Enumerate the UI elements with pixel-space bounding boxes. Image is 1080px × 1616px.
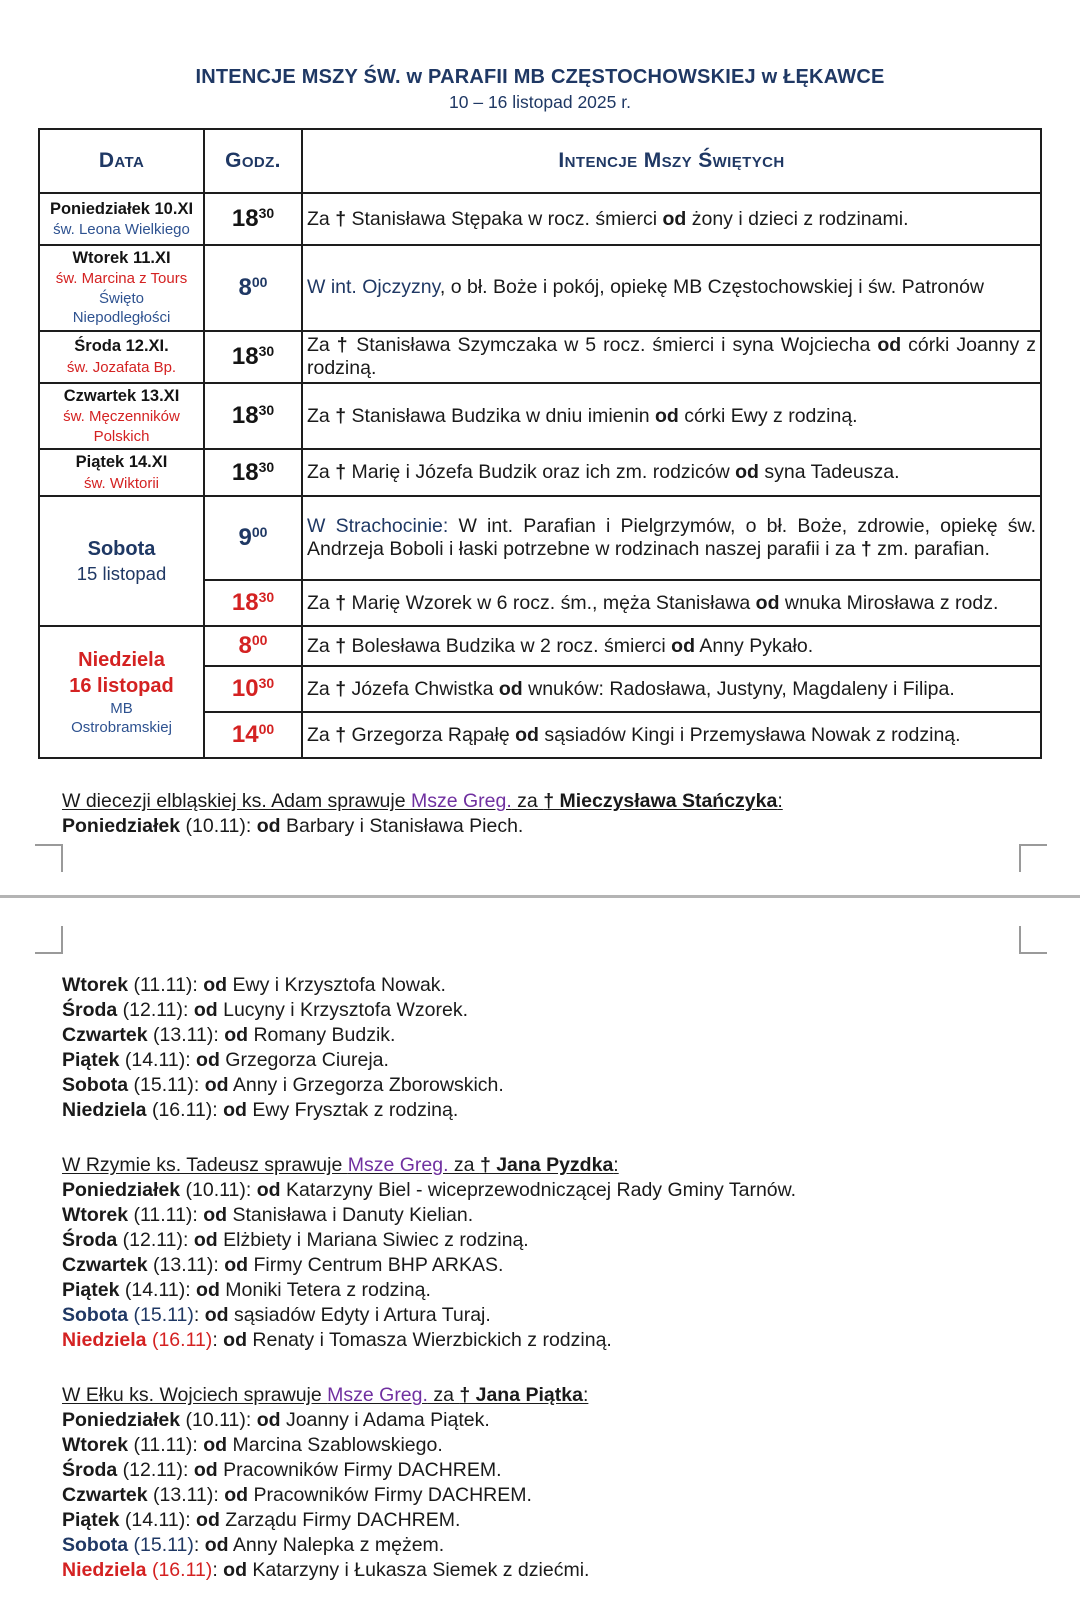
text-segment: syna Tadeusza. [758,461,900,484]
text-segment: Wtorek [62,974,129,997]
column-header-godz: Godz. [204,129,302,193]
mass-row [39,245,1041,331]
text-segment: Msze Greg. [410,790,512,813]
mass-time [204,449,302,496]
text-segment: sąsiadów Kingi i Przemysława Nowak z rodziną. [538,723,961,746]
text-segment: Marię i Józefa Budzik oraz ich zm. rodziców [346,461,736,484]
mass-intention [302,383,1041,449]
text-segment: za [427,1384,460,1407]
page-margin-mark [1019,926,1047,954]
text-segment: od [224,1024,249,1047]
mass-time-minutes: 00 [251,632,268,649]
text-segment: : [212,1329,224,1352]
mass-time-minutes: 00 [251,273,268,290]
gregorian-mass-line [62,1278,1022,1303]
text-segment: Marię Wzorek w 6 rocz. śm., męża Stanisława [346,591,756,614]
mass-intention [302,331,1041,383]
text-segment: od [193,1459,218,1482]
text-segment: (15.11): [128,1074,205,1097]
text-segment: Zarządu Firmy DACHREM. [219,1509,461,1532]
text-segment: Anny i Grzegorza Zborowskich. [228,1074,504,1097]
gregorian-section [62,973,1022,1123]
text-segment: Firmy Centrum BHP ARKAS. [248,1254,504,1277]
mass-time-hour: 9 [238,524,252,552]
text-segment: (16.11) [146,1559,213,1582]
date-line: Święto [98,289,145,307]
date-line: MB [110,699,133,717]
text-segment: (13.11): [147,1484,225,1507]
date-line: 15 listopad [76,563,167,585]
date-line: Czwartek 13.XI [63,386,180,405]
mass-row [39,193,1041,245]
date-line: św. Jozafata Bp. [66,358,177,376]
text-segment: Środa [62,1459,118,1482]
text-segment: , o bł. Boże i pokój, opiekę MB Częstochowskiej i św. Patronów [439,276,984,299]
gregorian-mass-line [62,1458,1022,1483]
text-segment: Msze Greg. [347,1154,449,1177]
text-segment: † Jana Piątka [459,1384,583,1407]
mass-row [39,383,1041,449]
mass-time [204,580,302,626]
text-segment: Sobota [62,1534,129,1557]
text-segment: Środa [62,1229,118,1252]
gregorian-mass-line [62,1073,1022,1098]
text-segment: Stanisława Budzika w dniu imienin [346,404,655,427]
column-header-intentions: Intencje Mszy Świętych [302,129,1041,193]
text-segment: Marcina Szablowskiego. [227,1434,443,1457]
text-segment: od [515,723,539,746]
text-segment: (10.11): [180,815,257,838]
text-segment: Anny Nalepka z mężem. [228,1534,445,1557]
mass-time-hour: 18 [231,402,259,430]
text-segment: Pracowników Firmy DACHREM. [217,1459,502,1482]
text-segment: † [335,677,347,700]
gregorian-mass-line [62,973,1022,998]
mass-time-hour: 18 [231,205,259,232]
text-segment: † [335,207,347,230]
text-segment: (11.11): [128,1204,204,1227]
gregorian-mass-line [62,1508,1022,1533]
date-cell [39,626,204,758]
text-segment: (12.11): [117,999,194,1022]
date-line: Piątek 14.XI [75,453,168,472]
text-segment: od [735,461,759,484]
date-line: św. Męczenników [63,408,180,426]
text-segment: Piątek [62,1509,120,1532]
mass-time-hour: 8 [238,632,252,660]
text-segment: od [193,1229,218,1252]
gregorian-mass-line [62,1303,1022,1328]
text-segment: od [662,207,687,230]
text-segment: : [193,1304,205,1327]
gregorian-section [62,789,1022,839]
text-segment: Sobota [62,1304,129,1327]
text-segment: córki Ewy z rodziną. [678,404,858,427]
gregorian-mass-line [62,998,1022,1023]
mass-time [204,712,302,758]
text-segment: Renaty i Tomasza Wierzbickich z rodziną. [246,1329,612,1352]
text-segment: (15.11) [128,1304,194,1327]
text-segment: od [256,1409,281,1432]
text-segment: Za [307,677,336,700]
date-line: Ostrobramskiej [71,719,172,737]
text-segment: od [223,1099,247,1122]
text-segment: Pracowników Firmy DACHREM. [248,1484,532,1507]
text-segment: od [204,1304,229,1327]
mass-time-minutes: 30 [258,205,275,221]
text-segment: żony i dzieci z rodzinami. [686,207,909,230]
mass-time [204,666,302,712]
text-segment: (14.11): [119,1509,197,1532]
mass-time-hour: 8 [238,273,252,301]
mass-time-minutes: 30 [258,675,275,692]
text-segment: od [203,1204,228,1227]
document-subtitle: 10 – 16 listopad 2025 r. [449,92,631,112]
text-segment: od [223,1559,247,1582]
gregorian-mass-line [62,1098,1022,1123]
text-segment: (14.11): [119,1279,197,1302]
text-segment: Katarzyny Biel - wiceprzewodniczącej Rady Gminy Tarnów. [280,1179,797,1202]
mass-time-hour: 18 [231,342,259,370]
mass-row [39,496,1041,580]
mass-time [204,331,302,383]
text-segment: Lucyny i Krzysztofa Wzorek. [217,999,469,1022]
text-segment: od [203,974,228,997]
mass-time [204,245,302,331]
text-segment: od [223,1329,247,1352]
text-segment: † [336,333,350,356]
mass-row [39,449,1041,496]
section-heading [62,1153,1022,1178]
date-line: św. Marcina z Tours [55,270,188,288]
text-segment: † [335,634,347,657]
text-segment: sąsiadów Edyty i Artura Turaj. [228,1304,491,1327]
mass-intention [302,449,1041,496]
mass-time-minutes: 30 [258,458,275,475]
text-segment: od [256,815,281,838]
mass-time [204,626,302,666]
text-segment: córki Joanny z rodziną. [307,333,1036,379]
text-segment: Msze Greg. [327,1384,428,1407]
date-line: Wtorek 11.XI [72,249,171,267]
mass-time-minutes: 30 [258,589,275,606]
text-segment: Piątek [62,1279,120,1302]
date-line: św. Wiktorii [84,474,159,492]
text-segment: W Rzymie ks. Tadeusz sprawuje [62,1154,348,1177]
mass-time-hour: 18 [231,458,259,486]
page-margin-mark [35,844,63,872]
text-segment: † [335,404,347,427]
mass-intentions-table [38,128,1042,759]
mass-time-hour: 18 [231,589,259,617]
gregorian-section [62,1383,1022,1583]
date-line: Poniedziałek 10.XI [49,199,194,218]
text-segment: wnuków: Radosława, Justyny, Magdaleny i Filipa. [522,677,955,700]
date-line: Polskich [93,427,150,445]
text-segment: Niedziela [62,1559,147,1582]
text-segment: od [498,677,523,700]
text-segment: (12.11): [117,1459,194,1482]
mass-row [39,331,1041,383]
text-segment: (10.11): [180,1409,257,1432]
text-segment: Niedziela [62,1329,147,1352]
text-segment: za [511,790,544,813]
text-segment: : [777,790,783,813]
mass-time [204,496,302,580]
gregorian-mass-line [62,1483,1022,1508]
text-segment: Wtorek [62,1434,129,1457]
gregorian-mass-line [62,1433,1022,1458]
date-cell [39,496,204,626]
mass-time-hour: 14 [231,721,259,749]
text-segment: Ewy i Krzysztofa Nowak. [227,974,446,997]
text-segment: Za [307,591,336,614]
text-segment: Czwartek [62,1024,148,1047]
table-header-row [39,129,1041,193]
text-segment: od [193,999,218,1022]
text-segment: od [256,1179,281,1202]
text-segment: od [224,1254,249,1277]
text-segment: Katarzyny i Łukasza Siemek z dziećmi. [246,1559,590,1582]
text-segment: Stanisława Szymczaka w 5 rocz. śmierci i syna Wojciecha [349,333,878,356]
gregorian-mass-line [62,1023,1022,1048]
page-divider-line [0,895,1080,898]
date-line: Niepodległości [72,309,171,327]
text-segment: Wtorek [62,1204,129,1227]
text-segment: od [877,333,902,356]
text-segment: od [224,1484,249,1507]
text-segment: Romany Budzik. [248,1024,396,1047]
text-segment: † [335,591,347,614]
text-segment: (14.11): [119,1049,197,1072]
text-segment: od [204,1074,229,1097]
text-segment: Grzegorza Rąpałę [346,723,516,746]
gregorian-mass-line [62,1253,1022,1278]
text-segment: W Strachocinie: [307,515,449,538]
mass-time-minutes: 00 [258,721,275,738]
date-line: Sobota [87,538,156,561]
text-segment: wnuka Mirosława z rodz. [779,591,999,614]
text-segment: za [448,1154,480,1177]
text-segment: Ewy Frysztak z rodziną. [246,1099,459,1122]
text-segment: Czwartek [62,1254,148,1277]
document-title: INTENCJE MSZY ŚW. w PARAFII MB CZĘSTOCHOWSKIEJ w ŁĘKAWCE [195,66,885,88]
text-segment: Za [307,723,336,746]
text-segment: W diecezji elbląskiej ks. Adam sprawuje [62,790,411,813]
text-segment: od [203,1434,228,1457]
text-segment: od [196,1509,220,1532]
mass-time-minutes: 30 [258,402,275,419]
text-segment: † Mieczysława Stańczyka [543,790,778,813]
text-segment: Grzegorza Ciureja. [219,1049,389,1072]
text-segment: od [671,634,695,657]
text-segment: W int. Ojczyzny [307,276,440,299]
text-segment: Środa [62,999,118,1022]
text-segment: Za [307,207,336,230]
text-segment: (15.11) [128,1534,194,1557]
text-segment: : [212,1559,224,1582]
text-segment: † Jana Pyzdka [479,1154,614,1177]
gregorian-mass-line [62,1558,1022,1583]
date-line: św. Leona Wielkiego [53,220,190,238]
mass-time-minutes: 00 [251,524,268,541]
text-segment: od [755,591,780,614]
mass-intention [302,496,1041,580]
mass-intention [302,626,1041,666]
text-segment: zm. parafian. [871,538,990,561]
mass-intention [302,666,1041,712]
gregorian-mass-line [62,1048,1022,1073]
mass-intention [302,580,1041,626]
date-cell [39,331,204,383]
text-segment: od [196,1279,220,1302]
gregorian-section [62,1153,1022,1353]
text-segment: Barbary i Stanisława Piech. [280,815,524,838]
gregorian-mass-line [62,1408,1022,1433]
date-cell [39,383,204,449]
text-segment: Stanisława Stępaka w rocz. śmierci [346,207,663,230]
text-segment: Sobota [62,1074,129,1097]
column-header-data: Data [39,129,204,193]
mass-intention [302,245,1041,331]
date-line: 16 listopad [69,674,174,697]
mass-intention [302,193,1041,245]
text-segment: † [335,723,347,746]
text-segment: Za [307,404,336,427]
text-segment: W int. Parafian i Pielgrzymów, o bł. Boże, zdrowie, opiekę św. Andrzeja Boboli i łaski potrzebne w rodzinach naszej parafii i za [307,515,1036,561]
text-segment: W Ełku ks. Wojciech sprawuje [62,1384,328,1407]
gregorian-mass-line [62,1203,1022,1228]
text-segment: od [196,1049,220,1072]
text-segment: Niedziela [62,1099,147,1122]
date-line: Niedziela [78,648,165,671]
text-segment: (13.11): [147,1254,225,1277]
text-segment: od [204,1534,229,1557]
mass-time-minutes: 30 [258,342,275,359]
mass-time-hour: 10 [231,675,259,703]
date-cell [39,245,204,331]
text-segment: : [613,1154,619,1177]
page-margin-mark [1019,844,1047,872]
text-segment: (12.11): [117,1229,194,1252]
text-segment: (10.11): [180,1179,257,1202]
text-segment: Bolesława Budzika w 2 rocz. śmierci [346,634,672,657]
gregorian-masses-blocks [62,789,1022,1583]
mass-intention [302,712,1041,758]
text-segment: Za [307,634,336,657]
text-segment: Moniki Tetera z rodziną. [219,1279,431,1302]
text-segment: Anny Pykało. [695,634,814,657]
table-body [39,193,1041,758]
mass-time [204,193,302,245]
text-segment: Poniedziałek [62,1179,181,1202]
text-segment: Za [307,461,336,484]
section-heading [62,789,1022,814]
text-segment: Poniedziałek [62,1409,181,1432]
text-segment: Za [307,333,337,356]
table-header [39,129,1041,193]
gregorian-mass-line [62,814,1022,839]
mass-time [204,383,302,449]
mass-row [39,626,1041,666]
text-segment: (16.11) [146,1329,213,1352]
page-margin-mark [35,926,63,954]
text-segment: Józefa Chwistka [346,677,499,700]
date-line: Środa 12.XI. [74,337,169,356]
section-heading [62,1383,1022,1408]
text-segment: Elżbiety i Mariana Siwiec z rodziną. [217,1229,529,1252]
date-cell [39,193,204,245]
gregorian-mass-line [62,1178,1022,1203]
text-segment: : [582,1384,589,1407]
text-segment: od [654,404,679,427]
gregorian-mass-line [62,1328,1022,1353]
page-break-gap [62,839,1022,973]
text-segment: † [860,538,872,561]
gregorian-mass-line [62,1228,1022,1253]
text-segment: (16.11): [146,1099,224,1122]
text-segment: Czwartek [62,1484,148,1507]
text-segment: : [193,1534,205,1557]
text-segment: (11.11): [128,974,204,997]
text-segment: (13.11): [147,1024,225,1047]
text-segment: Joanny i Adama Piątek. [280,1409,490,1432]
date-cell [39,449,204,496]
text-segment: Stanisława i Danuty Kielian. [227,1204,474,1227]
gregorian-mass-line [62,1533,1022,1558]
text-segment: Piątek [62,1049,120,1072]
text-segment: † [335,461,347,484]
text-segment: (11.11): [128,1434,204,1457]
text-segment: Poniedziałek [62,815,181,838]
